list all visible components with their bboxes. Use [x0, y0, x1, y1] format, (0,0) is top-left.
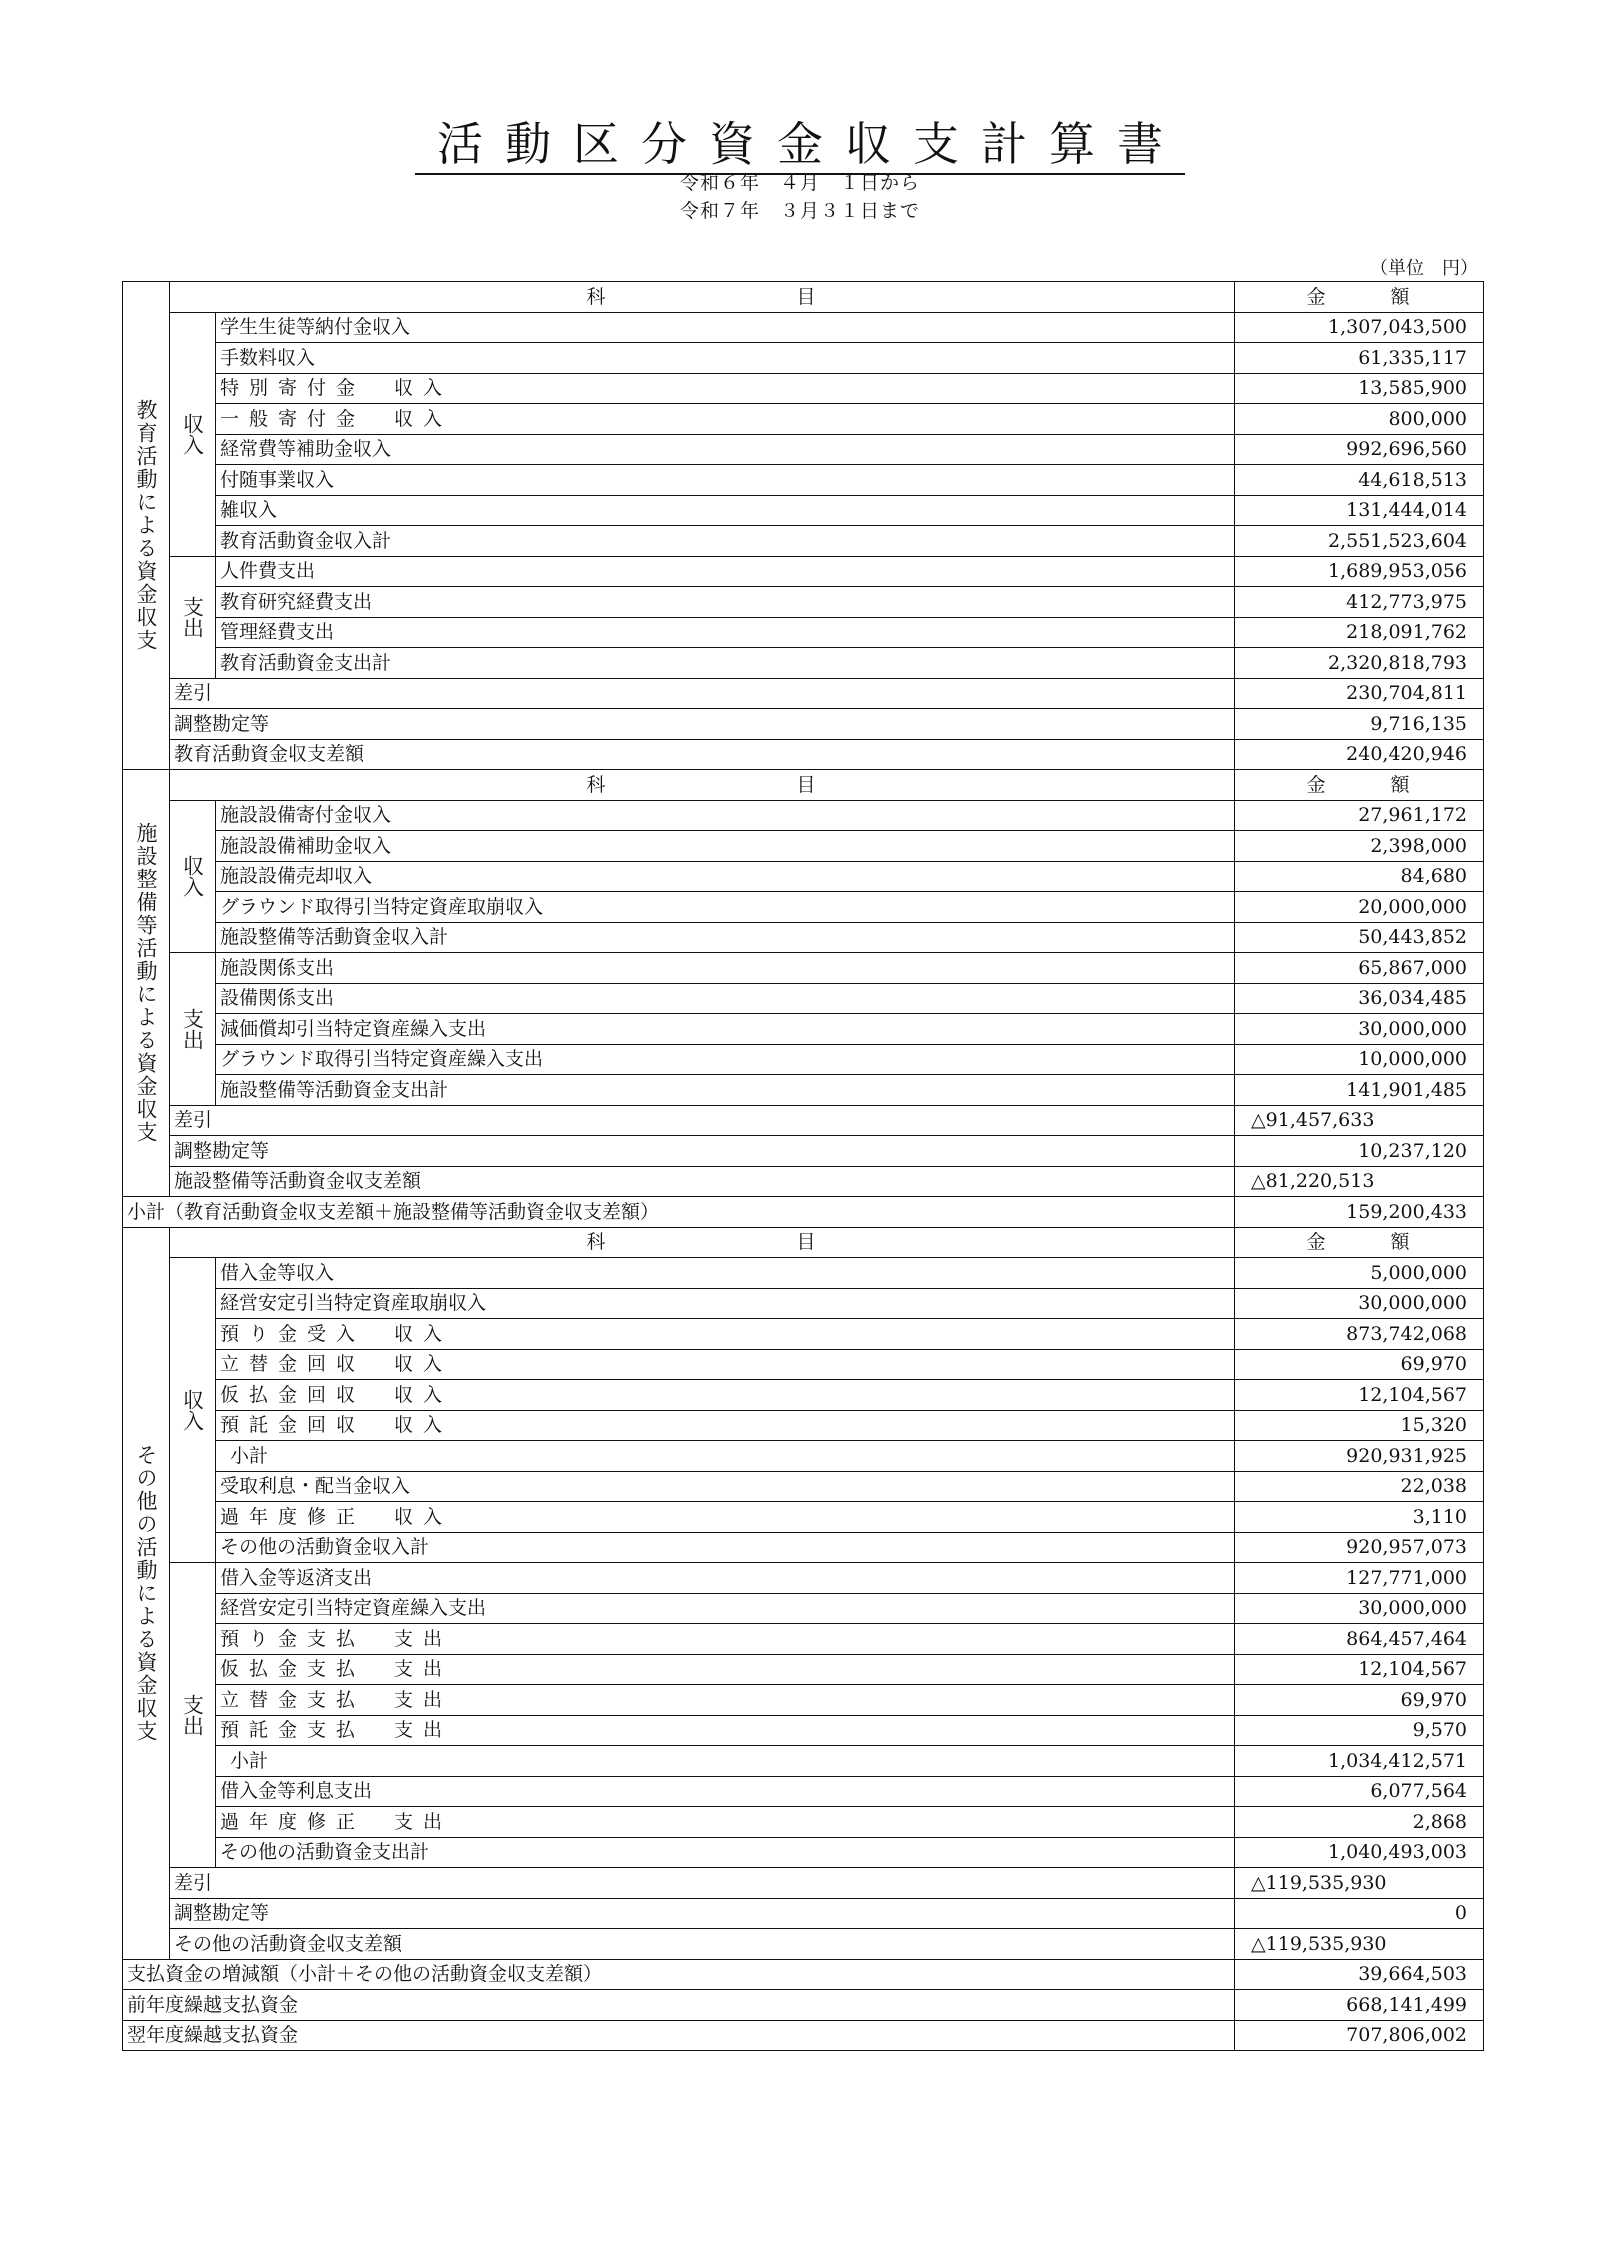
negative-mark: △ [1251, 1932, 1266, 1955]
item-name: 施設整備等活動資金支出計 [216, 1075, 1235, 1106]
item-name: 借入金等返済支出 [216, 1563, 1235, 1594]
document-title: 活動区分資金収支計算書 [0, 108, 1600, 174]
amount-cell: 22,038 [1235, 1471, 1484, 1502]
amount-cell: 707,806,002 [1235, 2020, 1484, 2051]
header-subject: 科 目 [170, 770, 1235, 801]
item-name: 立替金回収 収入 [216, 1349, 1235, 1380]
item-name: その他の活動資金支出計 [216, 1837, 1235, 1868]
summary-name: 差引 [170, 1105, 1235, 1136]
table-row [123, 678, 1484, 709]
amount-cell: 15,320 [1235, 1410, 1484, 1441]
table-row [123, 1746, 1484, 1777]
table-row [123, 404, 1484, 435]
amount-cell: 69,970 [1235, 1685, 1484, 1716]
item-name: 経常費等補助金収入 [216, 434, 1235, 465]
amount-cell: 50,443,852 [1235, 922, 1484, 953]
amount-cell: 800,000 [1235, 404, 1484, 435]
table-row [123, 1502, 1484, 1533]
table-row [123, 343, 1484, 374]
total-name: 支払資金の増減額（小計＋その他の活動資金収支差額） [123, 1959, 1235, 1990]
item-name: 管理経費支出 [216, 617, 1235, 648]
table-row [123, 1471, 1484, 1502]
expense-group-label: 支出 [170, 556, 216, 678]
amount-cell: 1,689,953,056 [1235, 556, 1484, 587]
amount-cell: 3,110 [1235, 1502, 1484, 1533]
header-amount: 金 額 [1235, 770, 1484, 801]
amount-cell: 20,000,000 [1235, 892, 1484, 923]
item-name: 預り金受入 収入 [216, 1319, 1235, 1350]
item-name: 人件費支出 [216, 556, 1235, 587]
amount-cell: 2,868 [1235, 1807, 1484, 1838]
table-row [123, 1105, 1484, 1136]
item-name: 預託金回収 収入 [216, 1410, 1235, 1441]
amount-cell: 920,957,073 [1235, 1532, 1484, 1563]
amount-cell [1235, 1105, 1484, 1136]
table-row [123, 1014, 1484, 1045]
amount-cell: 36,034,485 [1235, 983, 1484, 1014]
total-name: 前年度繰越支払資金 [123, 1990, 1235, 2021]
income-group-label: 収入 [170, 312, 216, 556]
summary-name: 差引 [170, 1868, 1235, 1899]
summary-name: その他の活動資金収支差額 [170, 1929, 1235, 1960]
amount-cell: 5,000,000 [1235, 1258, 1484, 1289]
amount-cell: 1,034,412,571 [1235, 1746, 1484, 1777]
amount-value: 119,535,930 [1265, 1871, 1387, 1894]
table-row [123, 1593, 1484, 1624]
amount-value: 91,457,633 [1265, 1109, 1375, 1132]
table-row [123, 526, 1484, 557]
table-row [123, 1563, 1484, 1594]
table-row [123, 1776, 1484, 1807]
amount-cell: 13,585,900 [1235, 373, 1484, 404]
summary-name: 調整勘定等 [170, 709, 1235, 740]
amount-cell: 2,551,523,604 [1235, 526, 1484, 557]
amount-cell: 12,104,567 [1235, 1654, 1484, 1685]
item-name: 雑収入 [216, 495, 1235, 526]
amount-cell: 27,961,172 [1235, 800, 1484, 831]
amount-cell: 141,901,485 [1235, 1075, 1484, 1106]
section-label-facility: 施設整備等活動による資金収支 [123, 770, 170, 1197]
amount-cell: 61,335,117 [1235, 343, 1484, 374]
amount-cell: 2,320,818,793 [1235, 648, 1484, 679]
table-row [123, 1898, 1484, 1929]
amount-cell: 864,457,464 [1235, 1624, 1484, 1655]
table-row [123, 709, 1484, 740]
amount-cell [1235, 1166, 1484, 1197]
summary-name: 調整勘定等 [170, 1898, 1235, 1929]
item-name: 施設設備寄付金収入 [216, 800, 1235, 831]
table-row [123, 495, 1484, 526]
header-subject: 科 目 [170, 1227, 1235, 1258]
amount-cell: 668,141,499 [1235, 1990, 1484, 2021]
item-name: 経営安定引当特定資産繰入支出 [216, 1593, 1235, 1624]
amount-cell: 44,618,513 [1235, 465, 1484, 496]
amount-cell: 30,000,000 [1235, 1288, 1484, 1319]
table-row [123, 770, 1484, 801]
table-row [123, 922, 1484, 953]
table-row [123, 556, 1484, 587]
table-row [123, 739, 1484, 770]
table-row [123, 1197, 1484, 1228]
expense-group-label: 支出 [170, 1563, 216, 1868]
item-name: 特別寄付金 収入 [216, 373, 1235, 404]
item-name: 教育活動資金収入計 [216, 526, 1235, 557]
section-label-other: その他の活動による資金収支 [123, 1227, 170, 1959]
table-row [123, 1685, 1484, 1716]
item-name: 手数料収入 [216, 343, 1235, 374]
amount-cell: 240,420,946 [1235, 739, 1484, 770]
item-name: 借入金等利息支出 [216, 1776, 1235, 1807]
table-row [123, 587, 1484, 618]
amount-cell: 159,200,433 [1235, 1197, 1484, 1228]
table-row [123, 1654, 1484, 1685]
table-row [123, 1380, 1484, 1411]
cash-flow-table [122, 281, 1484, 2051]
total-name: 翌年度繰越支払資金 [123, 2020, 1235, 2051]
table-row [123, 1258, 1484, 1289]
item-name: 減価償却引当特定資産繰入支出 [216, 1014, 1235, 1045]
table-row [123, 312, 1484, 343]
amount-cell: 0 [1235, 1898, 1484, 1929]
item-name: 教育研究経費支出 [216, 587, 1235, 618]
table-row [123, 2020, 1484, 2051]
amount-cell: 65,867,000 [1235, 953, 1484, 984]
header-subject: 科 目 [170, 282, 1235, 313]
expense-group-label: 支出 [170, 953, 216, 1106]
table-row [123, 373, 1484, 404]
table-row [123, 1532, 1484, 1563]
summary-name: 教育活動資金収支差額 [170, 739, 1235, 770]
header-amount: 金 額 [1235, 282, 1484, 313]
table-row [123, 1288, 1484, 1319]
table-row [123, 434, 1484, 465]
amount-cell: 412,773,975 [1235, 587, 1484, 618]
income-group-label: 収入 [170, 800, 216, 953]
amount-cell: 230,704,811 [1235, 678, 1484, 709]
item-name: 経営安定引当特定資産取崩収入 [216, 1288, 1235, 1319]
amount-cell: 9,570 [1235, 1715, 1484, 1746]
table-row [123, 861, 1484, 892]
table-row [123, 617, 1484, 648]
item-name: 受取利息・配当金収入 [216, 1471, 1235, 1502]
summary-name: 調整勘定等 [170, 1136, 1235, 1167]
item-name: 学生生徒等納付金収入 [216, 312, 1235, 343]
amount-cell: 218,091,762 [1235, 617, 1484, 648]
unit-label: （単位 円） [1370, 258, 1478, 279]
table-row [123, 831, 1484, 862]
table-row [123, 953, 1484, 984]
table-row [123, 1441, 1484, 1472]
item-name: グラウンド取得引当特定資産繰入支出 [216, 1044, 1235, 1075]
amount-cell: 10,000,000 [1235, 1044, 1484, 1075]
item-name: 施設設備補助金収入 [216, 831, 1235, 862]
period-from: 令和６年 ４月 １日から [679, 172, 920, 194]
item-name: 施設関係支出 [216, 953, 1235, 984]
table-row [123, 1075, 1484, 1106]
item-name: 仮払金支払 支出 [216, 1654, 1235, 1685]
amount-cell: 30,000,000 [1235, 1014, 1484, 1045]
summary-name: 差引 [170, 678, 1235, 709]
table-row [123, 465, 1484, 496]
table-row [123, 1990, 1484, 2021]
negative-mark: △ [1251, 1170, 1266, 1193]
item-name: 預り金支払 支出 [216, 1624, 1235, 1655]
item-name: 過年度修正 支出 [216, 1807, 1235, 1838]
item-name: 小計 [216, 1441, 1235, 1472]
table-row [123, 1837, 1484, 1868]
amount-cell: 9,716,135 [1235, 709, 1484, 740]
amount-cell: 30,000,000 [1235, 1593, 1484, 1624]
amount-cell: 69,970 [1235, 1349, 1484, 1380]
period-to: 令和７年 ３月３１日まで [679, 200, 920, 222]
table-row [123, 1868, 1484, 1899]
table-row [123, 1319, 1484, 1350]
table-row [123, 1624, 1484, 1655]
amount-cell: 920,931,925 [1235, 1441, 1484, 1472]
table-row [123, 1166, 1484, 1197]
item-name: 小計 [216, 1746, 1235, 1777]
item-name: 預託金支払 支出 [216, 1715, 1235, 1746]
item-name: 一般寄付金 収入 [216, 404, 1235, 435]
income-group-label: 収入 [170, 1258, 216, 1563]
table-row [123, 1959, 1484, 1990]
amount-cell: 873,742,068 [1235, 1319, 1484, 1350]
item-name: 仮払金回収 収入 [216, 1380, 1235, 1411]
amount-value: 81,220,513 [1265, 1170, 1375, 1193]
section-label-education: 教育活動による資金収支 [123, 282, 170, 770]
item-name: 施設設備売却収入 [216, 861, 1235, 892]
amount-cell [1235, 1868, 1484, 1899]
table-row [123, 1227, 1484, 1258]
amount-cell: 12,104,567 [1235, 1380, 1484, 1411]
amount-cell: 992,696,560 [1235, 434, 1484, 465]
amount-cell: 127,771,000 [1235, 1563, 1484, 1594]
amount-cell: 39,664,503 [1235, 1959, 1484, 1990]
table-row [123, 892, 1484, 923]
table-row [123, 983, 1484, 1014]
table-row [123, 1715, 1484, 1746]
amount-value: 119,535,930 [1265, 1932, 1387, 1955]
item-name: 立替金支払 支出 [216, 1685, 1235, 1716]
amount-cell: 2,398,000 [1235, 831, 1484, 862]
amount-cell: 10,237,120 [1235, 1136, 1484, 1167]
table-row [123, 1044, 1484, 1075]
item-name: 付随事業収入 [216, 465, 1235, 496]
negative-mark: △ [1251, 1109, 1266, 1132]
subtotal-name: 小計（教育活動資金収支差額＋施設整備等活動資金収支差額） [123, 1197, 1235, 1228]
amount-cell: 1,307,043,500 [1235, 312, 1484, 343]
item-name: 借入金等収入 [216, 1258, 1235, 1289]
amount-cell: 131,444,014 [1235, 495, 1484, 526]
item-name: 過年度修正 収入 [216, 1502, 1235, 1533]
item-name: 教育活動資金支出計 [216, 648, 1235, 679]
header-amount: 金 額 [1235, 1227, 1484, 1258]
table-row [123, 1807, 1484, 1838]
amount-cell: 84,680 [1235, 861, 1484, 892]
table-body [123, 282, 1484, 2051]
item-name: その他の活動資金収入計 [216, 1532, 1235, 1563]
table-row [123, 1410, 1484, 1441]
item-name: 施設整備等活動資金収入計 [216, 922, 1235, 953]
table-row [123, 282, 1484, 313]
item-name: グラウンド取得引当特定資産取崩収入 [216, 892, 1235, 923]
item-name: 設備関係支出 [216, 983, 1235, 1014]
amount-cell: 1,040,493,003 [1235, 1837, 1484, 1868]
table-row [123, 648, 1484, 679]
table-row [123, 1929, 1484, 1960]
table-row [123, 1349, 1484, 1380]
amount-cell: 6,077,564 [1235, 1776, 1484, 1807]
summary-name: 施設整備等活動資金収支差額 [170, 1166, 1235, 1197]
negative-mark: △ [1251, 1871, 1266, 1894]
amount-cell [1235, 1929, 1484, 1960]
table-row [123, 1136, 1484, 1167]
table-row [123, 800, 1484, 831]
